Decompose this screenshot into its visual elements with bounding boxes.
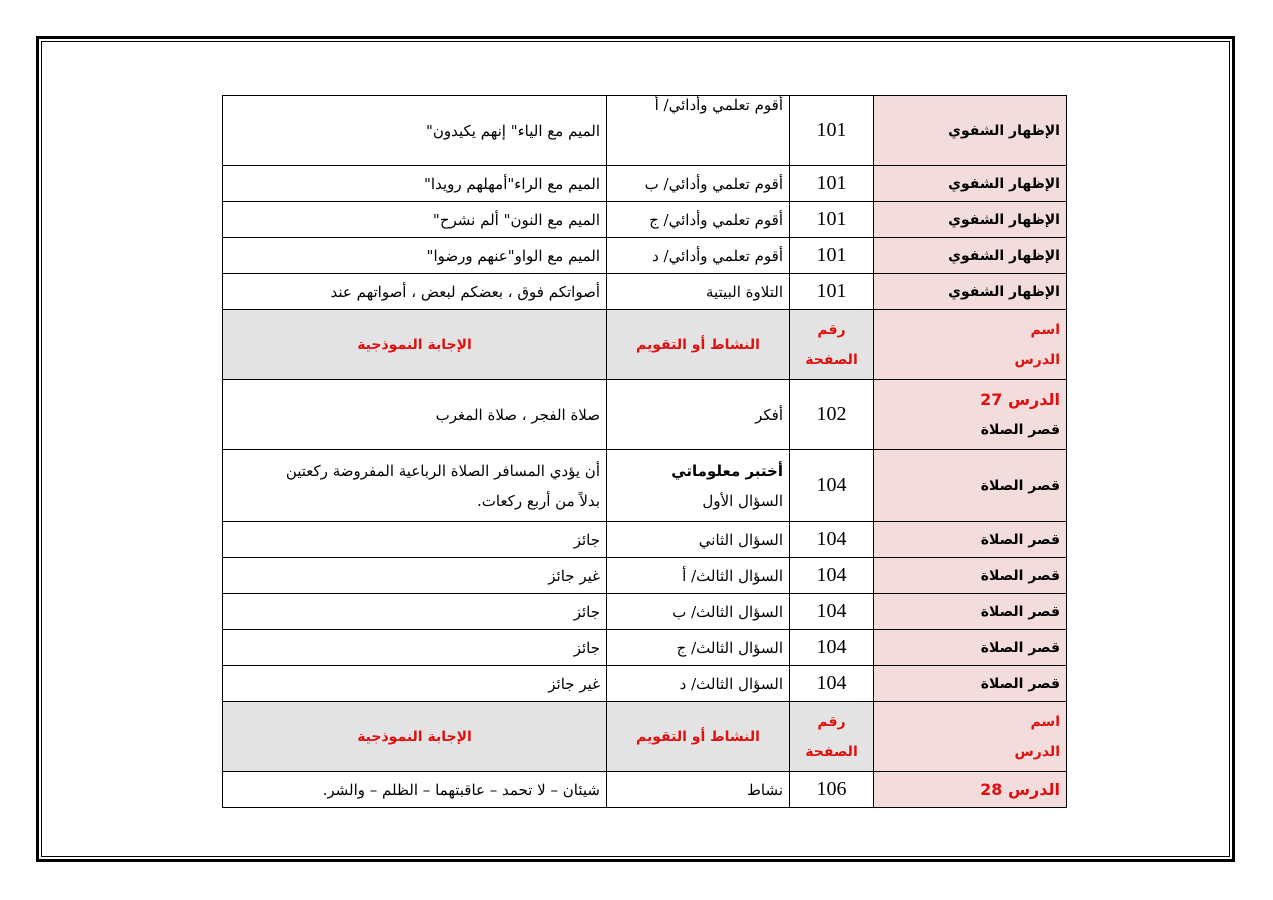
activity-subtitle: السؤال الأول (702, 491, 783, 510)
page-number-cell: 101 (790, 238, 874, 274)
table-header-row (223, 310, 1067, 380)
activity-cell: أقوم تعلمي وأدائي/ د (607, 238, 790, 274)
lesson-name-cell: الإظهار الشفوي (874, 96, 1067, 166)
table-row (223, 202, 1067, 238)
activity-cell: السؤال الثالث/ ب (607, 594, 790, 630)
lesson-name-cell: قصر الصلاة (874, 666, 1067, 702)
header-page-number (790, 702, 874, 772)
answer-cell: أصواتكم فوق ، بعضكم لبعض ، أصواتهم عند (223, 274, 607, 310)
table-row (223, 594, 1067, 630)
activity-cell: السؤال الثالث/ د (607, 666, 790, 702)
answer-cell: الميم مع الياء" إنهم يكيدون" (223, 96, 607, 166)
header-page-number (790, 310, 874, 380)
answer-cell: الميم مع الواو"عنهم ورضوا" (223, 238, 607, 274)
answer-cell: جائز (223, 522, 607, 558)
table-row (223, 450, 1067, 522)
answer-line-2: بدلاً من أربع ركعات. (476, 491, 600, 510)
lesson-name-cell: الإظهار الشفوي (874, 238, 1067, 274)
answer-cell: شيئان – لا تحمد – عاقبتهما – الظلم – والشر. (223, 772, 607, 808)
answer-cell: الميم مع النون" ألم نشرح" (223, 202, 607, 238)
lesson-title-cell (874, 380, 1067, 450)
lesson-name-cell: الإظهار الشفوي (874, 274, 1067, 310)
table-row (223, 166, 1067, 202)
lesson-name-cell: قصر الصلاة (874, 522, 1067, 558)
lesson-27-name: قصر الصلاة (980, 421, 1060, 438)
page-number-cell: 104 (790, 450, 874, 522)
answer-cell: الميم مع الراء"أمهلهم رويدا" (223, 166, 607, 202)
header-answer: الإجابة النموذجية (223, 310, 607, 380)
page-number-cell: 104 (790, 630, 874, 666)
header-activity: النشاط أو التقويم (607, 310, 790, 380)
header-answer: الإجابة النموذجية (223, 702, 607, 772)
lesson-title-cell (874, 772, 1067, 808)
header-activity: النشاط أو التقويم (607, 702, 790, 772)
activity-cell: أقوم تعلمي وأدائي/ أ (607, 96, 790, 166)
header-page-number-line2: الصفحة (805, 743, 858, 760)
activity-title: أختبر معلوماتي (671, 461, 783, 480)
page-number-cell: 104 (790, 666, 874, 702)
lesson-name-cell: قصر الصلاة (874, 558, 1067, 594)
header-lesson-name (874, 702, 1067, 772)
answer-cell: جائز (223, 594, 607, 630)
table-row (223, 558, 1067, 594)
lesson-name-cell: قصر الصلاة (874, 594, 1067, 630)
answer-cell (223, 450, 607, 522)
lesson-name-cell: الإظهار الشفوي (874, 166, 1067, 202)
activity-cell: السؤال الثاني (607, 522, 790, 558)
header-lesson-name-line1: اسم (1030, 321, 1060, 338)
table-header-row (223, 702, 1067, 772)
page-number-cell: 104 (790, 558, 874, 594)
page-number-cell: 106 (790, 772, 874, 808)
page-number-cell: 101 (790, 96, 874, 166)
table-row (223, 522, 1067, 558)
table-row (223, 666, 1067, 702)
table-row (223, 772, 1067, 808)
lesson-name-cell: قصر الصلاة (874, 630, 1067, 666)
page-number-cell: 104 (790, 522, 874, 558)
table-row (223, 630, 1067, 666)
header-lesson-name-line2: الدرس (1014, 351, 1060, 368)
answer-cell: غير جائز (223, 558, 607, 594)
activity-cell: السؤال الثالث/ ج (607, 630, 790, 666)
table-row (223, 96, 1067, 166)
page-number-cell: 101 (790, 166, 874, 202)
answer-line-1: أن يؤدي المسافر الصلاة الرباعية المفروضة ركعتين (285, 461, 600, 480)
lesson-28-title: الدرس 28 (980, 780, 1060, 799)
lesson-name-cell: الإظهار الشفوي (874, 202, 1067, 238)
header-page-number-line1: رقم (817, 713, 846, 730)
answer-cell: غير جائز (223, 666, 607, 702)
activity-cell (607, 450, 790, 522)
activity-cell: السؤال الثالث/ أ (607, 558, 790, 594)
header-page-number-line2: الصفحة (805, 351, 858, 368)
answers-table (222, 95, 1067, 808)
answer-cell: صلاة الفجر ، صلاة المغرب (223, 380, 607, 450)
page-number-cell: 102 (790, 380, 874, 450)
activity-cell: نشاط (607, 772, 790, 808)
page-number-cell: 104 (790, 594, 874, 630)
activity-cell: التلاوة البيتية (607, 274, 790, 310)
table-row (223, 380, 1067, 450)
header-lesson-name-line1: اسم (1030, 713, 1060, 730)
activity-cell: أقوم تعلمي وأدائي/ ج (607, 202, 790, 238)
lesson-name-cell: قصر الصلاة (874, 450, 1067, 522)
header-lesson-name-line2: الدرس (1014, 743, 1060, 760)
lesson-27-title: الدرس 27 (980, 389, 1060, 409)
activity-cell: أقوم تعلمي وأدائي/ ب (607, 166, 790, 202)
activity-cell: أفكر (607, 380, 790, 450)
page-number-cell: 101 (790, 274, 874, 310)
page-number-cell: 101 (790, 202, 874, 238)
header-page-number-line1: رقم (817, 321, 846, 338)
header-lesson-name (874, 310, 1067, 380)
table-row (223, 238, 1067, 274)
table-row (223, 274, 1067, 310)
answer-cell: جائز (223, 630, 607, 666)
